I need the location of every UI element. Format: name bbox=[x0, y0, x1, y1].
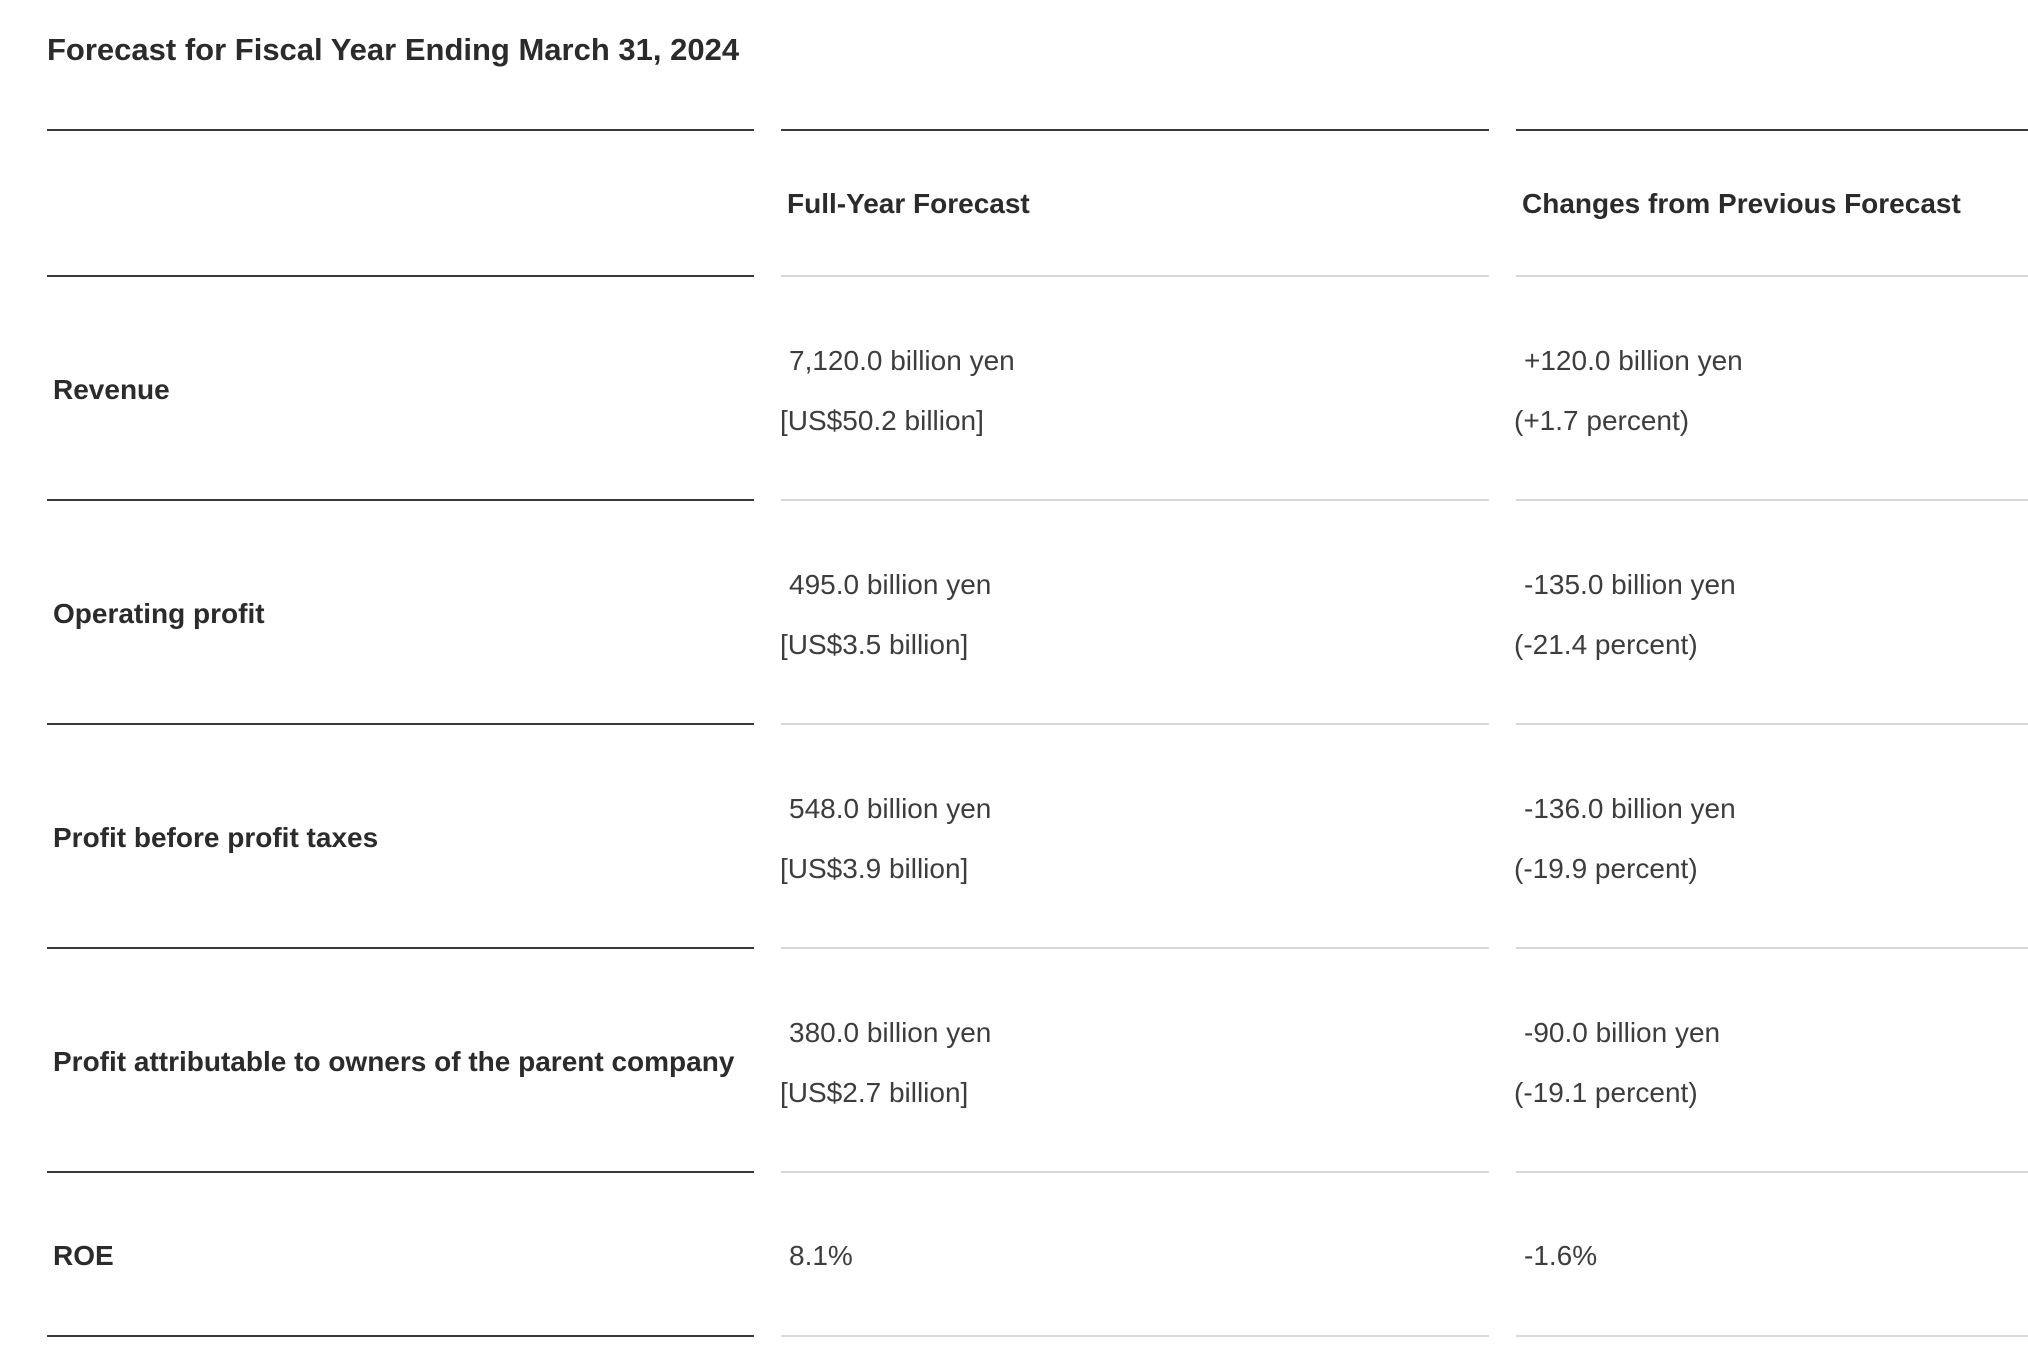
change-percent-value: (-19.1 percent) bbox=[1514, 1077, 1698, 1108]
forecast-usd-value: [US$2.7 billion] bbox=[780, 1077, 969, 1108]
forecast-value: 380.0 billion yen bbox=[789, 1017, 992, 1048]
row-divider bbox=[1516, 275, 2028, 277]
change-percent-value: (+1.7 percent) bbox=[1514, 405, 1690, 436]
forecast-usd-value: [US$3.5 billion] bbox=[780, 629, 969, 660]
row-divider bbox=[781, 947, 1489, 949]
row-label-operating-profit: Operating profit bbox=[53, 598, 265, 629]
header-changes-from-previous: Changes from Previous Forecast bbox=[1522, 188, 1961, 219]
change-percent-value: (-21.4 percent) bbox=[1514, 629, 1698, 660]
row-label-revenue: Revenue bbox=[53, 374, 170, 405]
header-full-year-forecast: Full-Year Forecast bbox=[787, 188, 1030, 219]
row-divider bbox=[1516, 723, 2028, 725]
forecast-value: 548.0 billion yen bbox=[789, 793, 992, 824]
row-divider bbox=[47, 499, 754, 501]
row-divider bbox=[47, 947, 754, 949]
row-label-profit-before-taxes: Profit before profit taxes bbox=[53, 822, 379, 853]
row-label-roe: ROE bbox=[53, 1240, 114, 1271]
table-top-rule bbox=[47, 129, 754, 131]
forecast-value: 7,120.0 billion yen bbox=[789, 345, 1015, 376]
row-divider bbox=[781, 499, 1489, 501]
row-divider bbox=[781, 275, 1489, 277]
forecast-value: 495.0 billion yen bbox=[789, 569, 992, 600]
change-value: -136.0 billion yen bbox=[1524, 793, 1736, 824]
row-divider bbox=[1516, 499, 2028, 501]
table-top-rule bbox=[1516, 129, 2028, 131]
forecast-usd-value: [US$50.2 billion] bbox=[780, 405, 984, 436]
page-title: Forecast for Fiscal Year Ending March 31, 2024 bbox=[47, 32, 740, 67]
row-label-profit-attributable: Profit attributable to owners of the parent company bbox=[53, 1046, 735, 1077]
change-value: +120.0 billion yen bbox=[1524, 345, 1743, 376]
row-divider bbox=[1516, 1171, 2028, 1173]
change-percent-value: (-19.9 percent) bbox=[1514, 853, 1698, 884]
change-value: -135.0 billion yen bbox=[1524, 569, 1736, 600]
row-divider bbox=[47, 1171, 754, 1173]
row-divider bbox=[781, 723, 1489, 725]
forecast-usd-value: [US$3.9 billion] bbox=[780, 853, 969, 884]
row-divider bbox=[1516, 947, 2028, 949]
row-divider bbox=[781, 1171, 1489, 1173]
table-bottom-rule bbox=[1516, 1335, 2028, 1337]
forecast-value: 8.1% bbox=[789, 1240, 853, 1271]
change-value: -90.0 billion yen bbox=[1524, 1017, 1721, 1048]
table-bottom-rule bbox=[781, 1335, 1489, 1337]
table-top-rule bbox=[781, 129, 1489, 131]
row-divider bbox=[47, 723, 754, 725]
change-value: -1.6% bbox=[1524, 1240, 1598, 1271]
row-divider bbox=[47, 275, 754, 277]
table-bottom-rule bbox=[47, 1335, 754, 1337]
